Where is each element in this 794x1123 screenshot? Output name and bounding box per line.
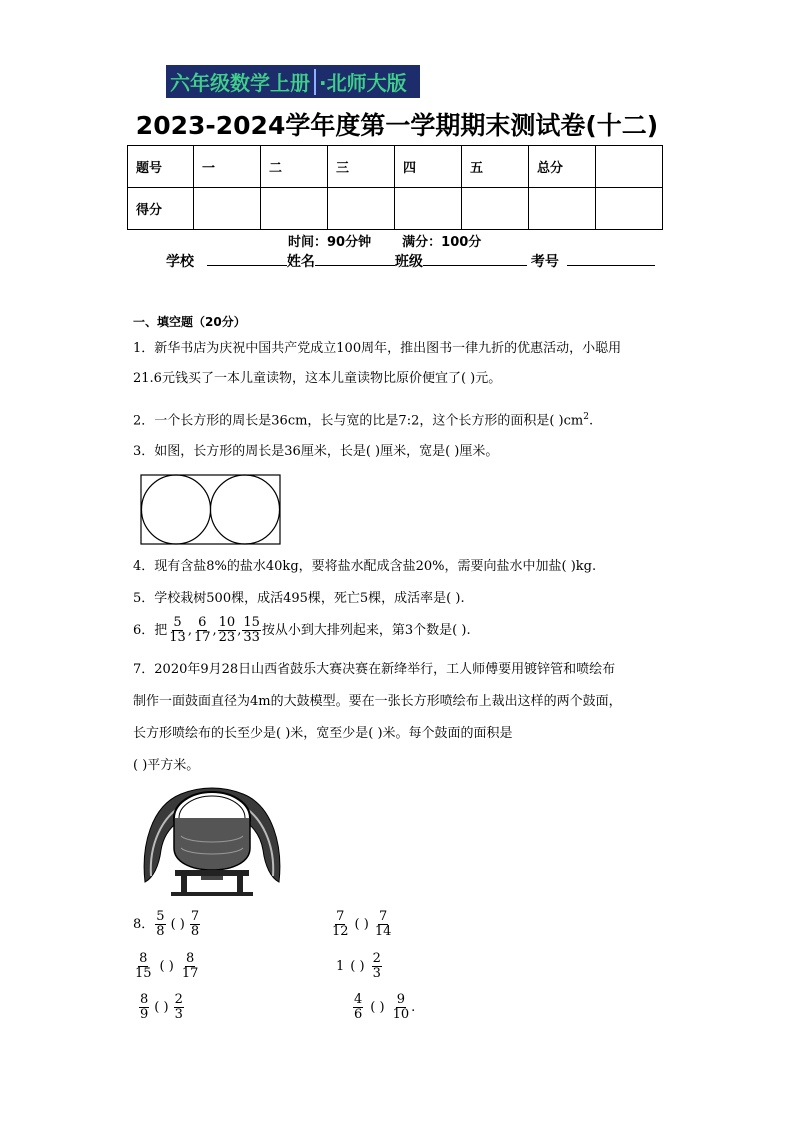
question-8-row3-right [352, 993, 415, 1022]
exam-time: 时间：90分钟 [288, 235, 372, 250]
compare-blank[interactable]: ( ) [350, 958, 365, 974]
fraction: $\frac{5}{13}$ [169, 615, 186, 645]
school-field[interactable] [207, 252, 287, 266]
question-7-line2: 制作一面鼓面直径为4m的大鼓模型。要在一张长方形喷绘布上裁出这样的两个鼓面， [133, 694, 622, 709]
banner-divider [314, 69, 316, 95]
score-input-cell[interactable] [261, 188, 328, 230]
compare-blank[interactable]: ( ) [370, 999, 385, 1015]
section-heading: 一、填空题（20分） [133, 315, 246, 329]
score-table-header-row [128, 146, 663, 188]
score-input-cell[interactable] [395, 188, 462, 230]
score-table-score-row [128, 188, 663, 230]
score-input-cell[interactable] [328, 188, 395, 230]
question-8-row3-left [138, 993, 185, 1022]
class-label: 班级 [394, 254, 423, 270]
fraction: $\frac{8}{9}$ [140, 992, 149, 1022]
fraction: $\frac{8}{15}$ [135, 951, 152, 981]
fraction: $\frac{5}{8}$ [156, 909, 165, 939]
question-7-line1: 7．2020年9月28日山西省鼓乐大赛决赛在新绛举行，工人师傅要用镀锌管和喷绘布 [133, 662, 616, 677]
score-table [127, 145, 663, 230]
question-8-end: . [411, 999, 416, 1015]
exam-full-score: 满分：100分 [402, 235, 482, 250]
compare-blank[interactable]: ( ) [159, 958, 174, 974]
score-input-cell[interactable] [194, 188, 261, 230]
fraction: $\frac{10}{23}$ [218, 615, 236, 645]
score-input-cell[interactable] [529, 188, 596, 230]
question-6-suffix: 按从小到大排列起来，第3个数是( ). [261, 622, 471, 638]
question-2-end: . [588, 413, 594, 429]
question-4: 4．现有含盐8%的盐水40kg，要将盐水配成含盐20%，需要向盐水中加盐( )kg. [133, 559, 597, 574]
grade-banner [166, 65, 420, 98]
page-title: 2023-2024学年度第一学期期末测试卷(十二) [135, 111, 659, 140]
question-2-text: 2．一个长方形的周长是36cm，长与宽的比是7:2，这个长方形的面积是( )cm [133, 413, 584, 429]
table-cell: 得分 [128, 188, 194, 230]
fraction: $\frac{2}{3}$ [372, 951, 381, 981]
table-cell: 一 [194, 146, 261, 188]
score-input-cell[interactable] [596, 188, 663, 230]
question-2 [133, 409, 593, 429]
fraction: $\frac{8}{17}$ [181, 951, 199, 981]
table-cell: 总分 [529, 146, 596, 188]
question-6: 6．把 $\frac{5}{13}$ , $\frac{6}{17}$ , $\frac{10}{23}$ , $\frac{15}{33}$ 按从小到大排列起来，第3个数是( ). [133, 615, 471, 645]
fraction: $\frac{7}{8}$ [190, 909, 200, 939]
banner-edition-text: ·北师大版 [319, 71, 407, 95]
question-8-row1-left [133, 910, 201, 939]
question-1-line1: 1．新华书店为庆祝中国共产党成立100周年，推出图书一律九折的优惠活动，小聪用 [133, 341, 622, 356]
rectangle-two-circles-figure [140, 474, 282, 546]
table-cell: 四 [395, 146, 462, 188]
compare-blank[interactable]: ( ) [154, 999, 169, 1015]
question-8-row1-right [330, 910, 393, 939]
question-1-line2: 21.6元钱买了一本儿童读物，这本儿童读物比原价便宜了( )元。 [133, 371, 502, 386]
drum-illustration [141, 786, 283, 898]
compare-blank[interactable]: ( ) [354, 916, 369, 932]
question-7-line4: ( )平方米。 [133, 758, 200, 773]
student-fields [166, 251, 655, 271]
class-field[interactable] [423, 252, 527, 266]
fraction: $\frac{4}{6}$ [354, 992, 363, 1022]
table-cell: 二 [261, 146, 328, 188]
name-field[interactable] [315, 252, 395, 266]
score-input-cell[interactable] [462, 188, 529, 230]
table-cell [596, 146, 663, 188]
question-8-row2-left [133, 952, 200, 981]
question-8-label: 8． [133, 916, 155, 932]
name-label: 姓名 [286, 254, 315, 270]
compare-blank[interactable]: ( ) [170, 916, 185, 932]
table-cell: 五 [462, 146, 529, 188]
school-label: 学校 [166, 254, 194, 270]
question-6-prefix: 6．把 [133, 622, 168, 638]
question-7-line3: 长方形喷绘布的长至少是( )米，宽至少是( )米。每个鼓面的面积是 [133, 726, 513, 741]
figure-circle-left [142, 475, 211, 544]
question-3: 3．如图，长方形的周长是36厘米，长是( )厘米，宽是( )厘米。 [133, 444, 499, 459]
question-8-row2-right [336, 952, 383, 981]
figure-circle-right [211, 475, 280, 544]
integer-value: 1 [336, 958, 345, 974]
question-5: 5．学校栽树500棵，成活495棵，死亡5棵，成活率是( ). [133, 591, 465, 606]
table-cell: 题号 [128, 146, 194, 188]
fraction: $\frac{7}{14}$ [374, 909, 392, 939]
banner-grade-text: 六年级数学上册 [170, 71, 310, 95]
fraction: $\frac{15}{33}$ [243, 615, 260, 645]
fraction: $\frac{7}{12}$ [332, 909, 349, 939]
exam-info [288, 231, 481, 250]
table-cell: 三 [328, 146, 395, 188]
fraction: $\frac{6}{17}$ [193, 615, 211, 645]
number-field[interactable] [567, 252, 655, 266]
question-2-sup: 2 [583, 412, 589, 422]
number-label: 考号 [530, 254, 559, 270]
fraction: $\frac{9}{10}$ [392, 992, 410, 1022]
fraction: $\frac{2}{3}$ [174, 992, 183, 1022]
